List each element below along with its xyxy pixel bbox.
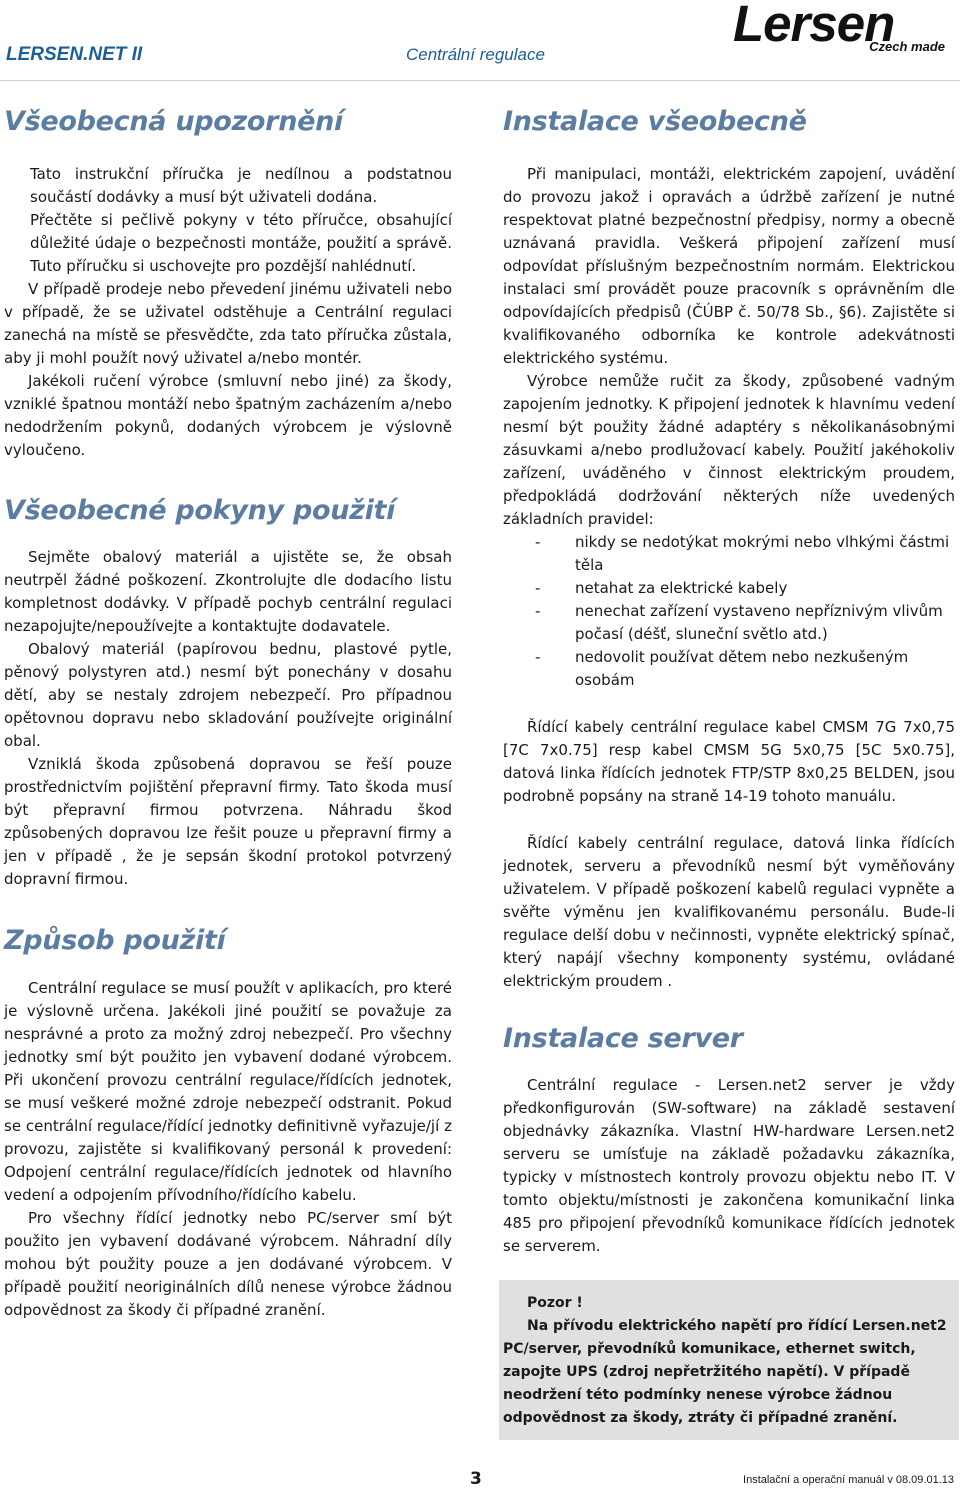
list-item: - netahat za elektrické kabely [509, 577, 955, 600]
section-title-general-warnings: Všeobecná upozornění [4, 106, 344, 137]
section-title-server-installation: Instalace server [503, 1023, 743, 1055]
footer-manual-version: Instalační a operační manuál v 08.09.01.13 [743, 1474, 954, 1486]
left-column [4, 106, 452, 1322]
section-installation-general [503, 163, 955, 993]
section-title-usage-method: Způsob použití [4, 924, 226, 956]
paragraph: Výrobce nemůže ručit za škody, způsobené vadným zapojením jednotky. K připojení jednotek k hlavnímu vedení nesmí být použity žádné adaptéry s několikanásobnými zásuvkami a/nebo prodlužovací kabely. Použití jakéhokoliv zařízení, uváděného v činnost elektrickým proudem, předpokládá dodržování některých níže uvedených základních pravidel: [503, 372, 955, 529]
paragraph: Vzniklá škoda způsobená dopravou se řeší pouze prostřednictvím pojištění přepravní firmy. Tato škoda musí být přepravní firmou potvrzena. Náhradu škod způsobených dopravou lze řešit pouze u přepravní firmy a jen v případě , že je sepsán škodní protokol potvrzený dopravní firmou. [4, 754, 452, 888]
right-column [503, 106, 955, 1440]
warning-note-text: Na přívodu elektrického napětí pro řídící Lersen.net2 PC/server, převodníků komunikace, ethernet switch, zapojte UPS (zdroj nepřetržitého napětí). V případě neodržení této podmínky nenese výrobce žádnou odpovědnost za škody, ztráty či případné zranění. [503, 1317, 947, 1426]
header-product-name: LERSEN.NET II [6, 44, 143, 65]
page-number: 3 [470, 1469, 482, 1489]
paragraph: Centrální regulace - Lersen.net2 server je vždy předkonfigurován (SW-software) na základě sestavení objednávky zákazníka. Vlastní HW-hardware Lersen.net2 serveru se umísťuje na základě požadavku zákazníka, typicky v místnostech kontroly provozu objektu nebo IT. V tomto objektu/místnosti je zakončena komunikační linka 485 pro připojení převodníků komunikace řídících jednotek se serverem. [503, 1075, 955, 1255]
list-item: - nikdy se nedotýkat mokrými nebo vlhkými částmi těla [509, 531, 955, 577]
paragraph: Přečtěte si pečlivě pokyny v této příručce, obsahující důležité údaje o bezpečnosti montáže, použití a správě. Tuto příručku si uschovejte pro pozdější nahlédnutí. [30, 211, 452, 276]
paragraph: Tato instrukční příručka je nedílnou a podstatnou součástí dodávky a musí být uživateli dodána. [30, 165, 452, 207]
header-divider [0, 80, 960, 81]
section-title-installation-general: Instalace všeobecně [503, 106, 807, 137]
section-general-usage [4, 546, 452, 891]
paragraph: Pro všechny řídící jednotky nebo PC/server smí být použito jen vybavení dodávané výrobcem. Náhradní díly mohou být použity pouze a jen dodávané výrobcem. V případě použití neoriginálních dílů nenese výrobce žádnou odpovědnost za škody či případné zranění. [4, 1209, 452, 1320]
paragraph: Obalový materiál (papírovou bednu, plastové pytle, pěnový polystyren atd.) nesmí být ponechány v dosahu dětí, aby se nestaly zdrojem nebezpečí. Pro případnou opětovnou dopravu nebo skladování používejte originální obal. [4, 639, 452, 750]
section-title-general-usage: Všeobecné pokyny použití [4, 495, 396, 527]
safety-rules-list [503, 531, 955, 692]
logo-wordmark: Lersen [733, 0, 895, 52]
page-footer [0, 1452, 960, 1490]
list-item: - nedovolit používat dětem nebo nezkušeným osobám [509, 646, 955, 692]
warning-note-box [499, 1280, 959, 1440]
paragraph: Sejměte obalový materiál a ujistěte se, že obsah neutrpěl žádné poškození. Zkontrolujte dle dodacího listu kompletnost dodávky. V případě pochyb centrální regulaci nezapojujte/nepoužívejte a kontaktujte dodavatele. [4, 547, 452, 635]
paragraph: V případě prodeje nebo převedení jinému uživateli nebo v případě, že se uživatel odstěhuje a Centrální regulaci zanechá na místě se přesvědčte, zda tato příručka zůstala, aby ji mohl použít nový uživatel a/nebo montér. [4, 280, 452, 368]
header-document-title: Centrální regulace [406, 45, 545, 64]
warning-note-title: Pozor ! [527, 1294, 583, 1311]
paragraph: Řídící kabely centrální regulace kabel CMSM 7G 7x0,75 [7C 7x0.75] resp kabel CMSM 5G 5x0,75 [5C 5x0.75], datová linka řídících jednotek FTP/STP 8x0,25 BELDEN, jsou podrobně popsány na straně 14-19 tohoto manuálu. [503, 718, 955, 806]
section-server-installation [503, 1074, 955, 1258]
paragraph: Řídící kabely centrální regulace, datová linka řídících jednotek, serveru a převodníků nesmí být vyměňovány uživatelem. V případě poškození kabelů regulaci vypněte a svěřte výměnu jen kvalifikovanému personálu. Bude-li regulace delší dobu v nečinnosti, vypněte elektrický spínač, který napájí všechny komponenty systému, ovládané elektrickým proudem . [503, 834, 955, 991]
section-usage-method [4, 977, 452, 1322]
list-item: - nenechat zařízení vystaveno nepříznivým vlivům počasí (déšť, sluneční světlo atd.) [509, 600, 955, 646]
logo-tagline: Czech made [869, 39, 945, 54]
paragraph: Centrální regulace se musí použít v aplikacích, pro které je výslovně určena. Jakékoli jiné použití se považuje za nesprávné a proto za možný zdroj nebezpečí. Pro všechny jednotky smí být použito jen vybavení dodané výrobcem. Při ukončení provozu centrální regulace/řídících jednotek, se musí veškeré možné zdroje nebezpečí odstranit. Pokud se centrální regulace/řídící jednotky definitivně vyřazuje/jí z provozu, zajistěte si kvalifikovaný personál k provedení: Odpojení centrální regulace/řídících jednotek od hlavního vedení a odpojením přívodního/řídícího kabelu. [4, 979, 452, 1205]
section-general-warnings [4, 163, 452, 462]
paragraph: Při manipulaci, montáži, elektrickém zapojení, uvádění do provozu jakož i opravách a údržbě zařízení je nutné respektovat platné bezpečnostní předpisy, normy a obecně uznávaná pravidla. Veškerá připojení zařízení musí odpovídat příslušným bezpečnostním normám. Elektrickou instalaci smí provádět pouze pracovník s oprávněním dle odpovídajících předpisů (ČÚBP č. 50/78 Sb., §6). Zajistěte si kvalifikovaného odborníka ke kontrole adekvátnosti elektrického systému. [503, 165, 955, 368]
paragraph: Jakékoli ručení výrobce (smluvní nebo jiné) za škody, vzniklé špatnou montáží nebo špatným zacházením a/nebo nedodržením pokynů, dodaných výrobcem je výslovně vyloučeno. [4, 372, 452, 460]
lersen-logo [733, 0, 955, 62]
page-header [0, 0, 960, 82]
